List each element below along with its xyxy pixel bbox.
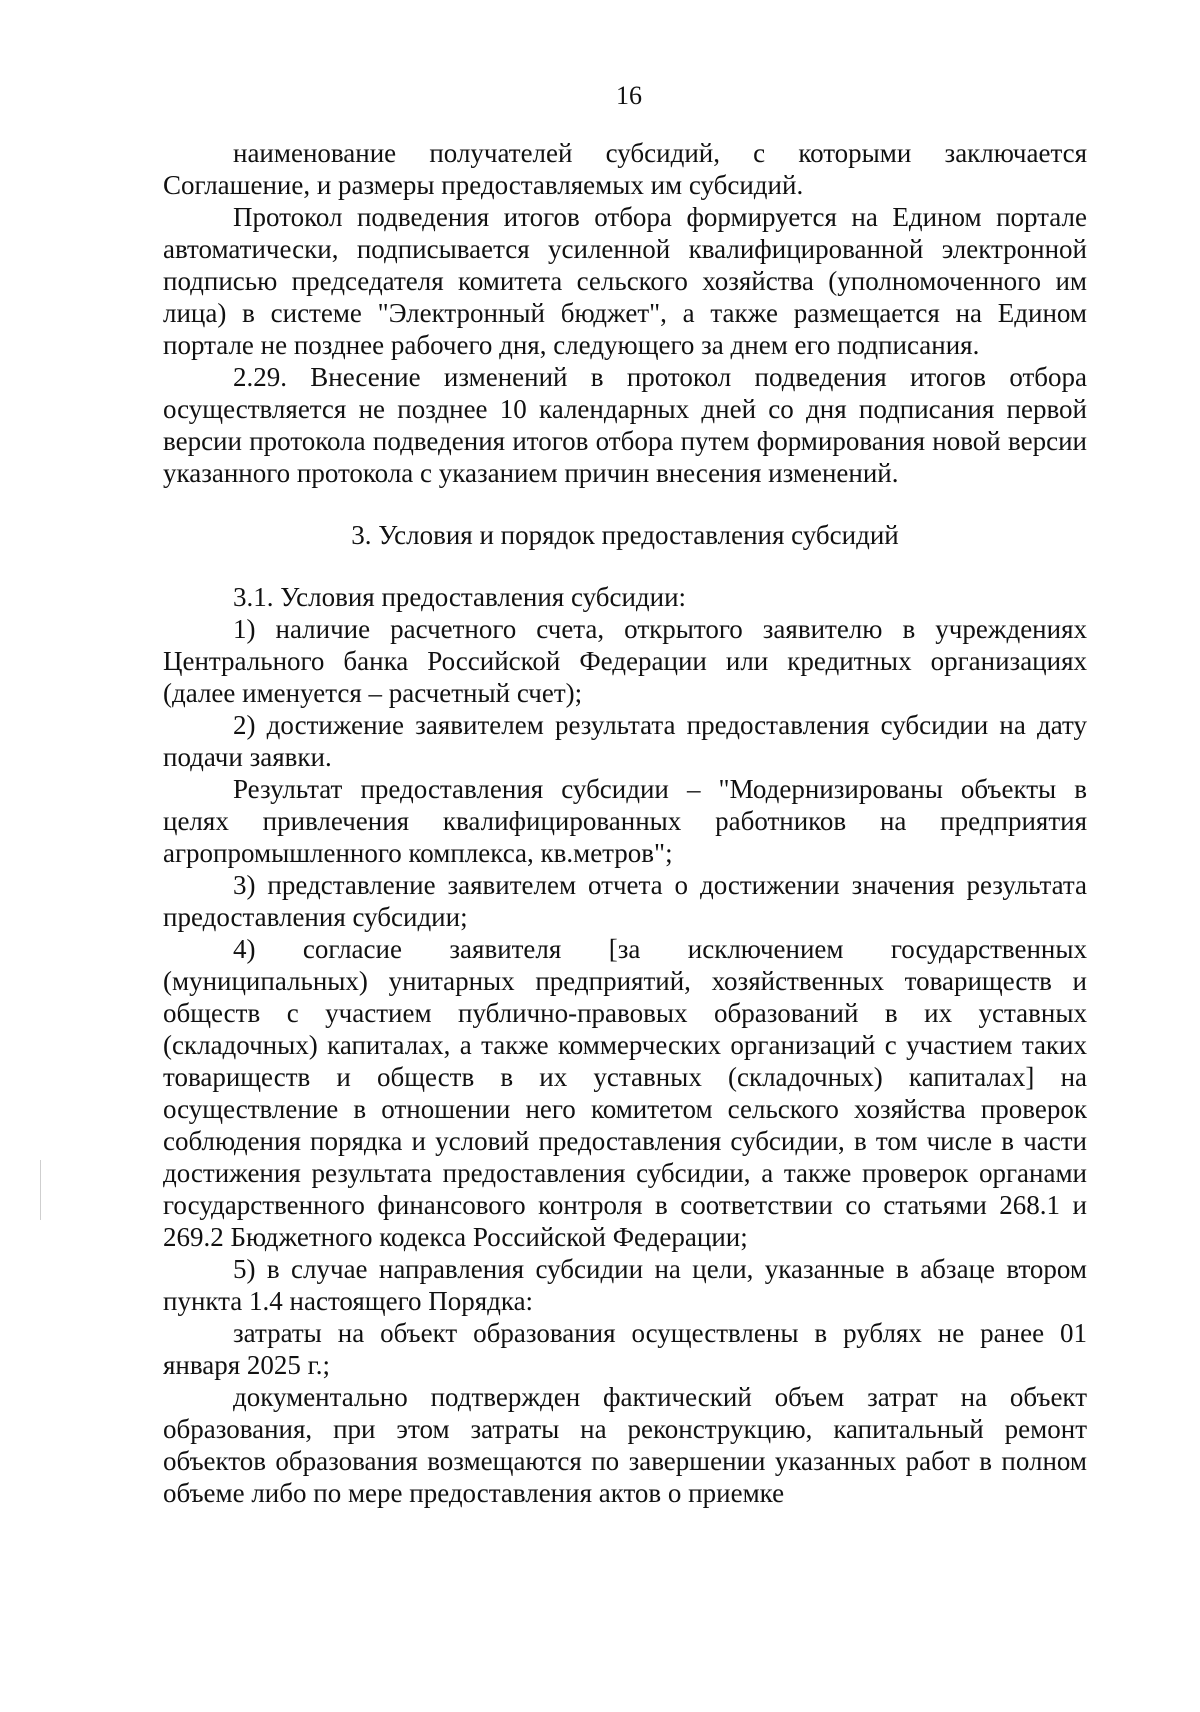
- section-heading: 3. Условия и порядок предоставления субсидий: [351, 520, 899, 550]
- paragraph-condition-3: 3) представление заявителем отчета о достижении значения результата предоставления субсидии;: [163, 870, 1087, 932]
- paragraph-3-1: 3.1. Условия предоставления субсидии:: [233, 582, 687, 612]
- paragraph-result: Результат предоставления субсидии – "Модернизированы объекты в целях привлечения квалифицированных работников на предприятия агропромышленного комплекса, кв.метров";: [163, 774, 1087, 868]
- paragraph-condition-2: 2) достижение заявителем результата предоставления субсидии на дату подачи заявки.: [163, 710, 1087, 772]
- paragraph-condition-1: 1) наличие расчетного счета, открытого заявителю в учреждениях Центрального банка Российской Федерации или кредитных организациях (далее именуется – расчетный счет);: [163, 614, 1087, 708]
- paragraph-costs-confirmed: документально подтвержден фактический объем затрат на объект образования, при этом затраты на реконструкцию, капитальный ремонт объектов образования возмещаются по завершении указанных работ в полном объеме либо по мере предоставления актов о приемке: [163, 1382, 1087, 1508]
- page-number: 16: [616, 81, 642, 110]
- paragraph-condition-4: 4) согласие заявителя [за исключением государственных (муниципальных) унитарных предприятий, хозяйственных товариществ и обществ с участием публично-правовых образований в их уставных (складочных) капиталах, а также коммерческих организаций с участием таких товариществ и обществ в их уставных (складочных) капиталах] на осуществление в отношении него комитетом сельского хозяйства проверок соблюдения порядка и условий предоставления субсидии, в том числе в части достижения результата предоставления субсидии, а также проверок органами государственного финансового контроля в соответствии со статьями 268.1 и 269.2 Бюджетного кодекса Российской Федерации;: [163, 934, 1087, 1252]
- paragraph-recipients: наименование получателей субсидий, с которыми заключается Соглашение, и размеры предоставляемых им субсидий.: [163, 138, 1087, 200]
- scan-margin-mark: [40, 1160, 41, 1220]
- paragraph-condition-5: 5) в случае направления субсидии на цели, указанные в абзаце втором пункта 1.4 настоящего Порядка:: [163, 1254, 1087, 1316]
- paragraph-protocol: Протокол подведения итогов отбора формируется на Едином портале автоматически, подписывается усиленной квалифицированной электронной подписью председателя комитета сельского хозяйства (уполномоченного им лица) в системе "Электронный бюджет", а также размещается на Едином портале не позднее рабочего дня, следующего за днем его подписания.: [163, 202, 1087, 360]
- document-body: [163, 137, 1087, 1509]
- paragraph-costs-date: затраты на объект образования осуществлены в рублях не ранее 01 января 2025 г.;: [163, 1318, 1087, 1380]
- paragraph-2-29: 2.29. Внесение изменений в протокол подведения итогов отбора осуществляется не позднее 10 календарных дней со дня подписания первой версии протокола подведения итогов отбора путем формирования новой версии указанного протокола с указанием причин внесения изменений.: [163, 362, 1087, 488]
